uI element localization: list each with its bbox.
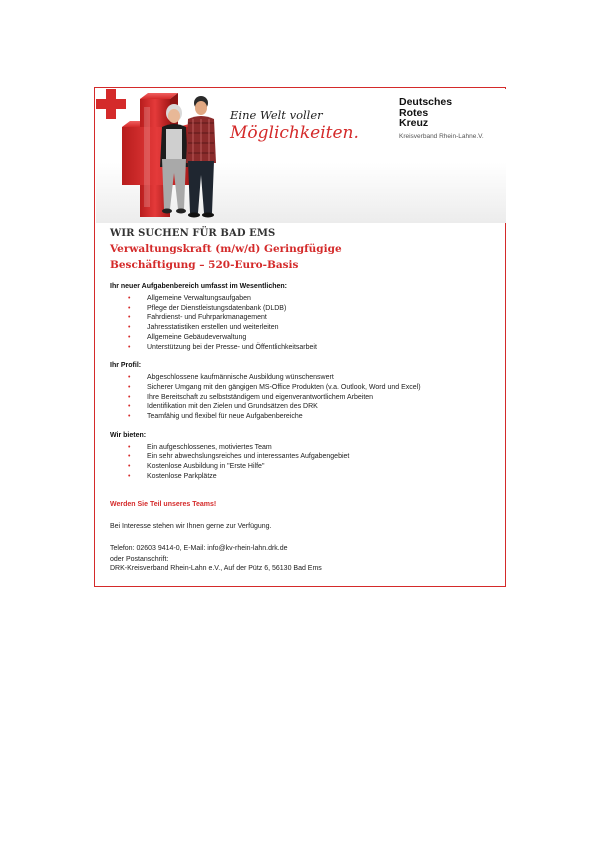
team-callout: Werden Sie Teil unseres Teams! [110,500,217,508]
bullet-icon: • [128,324,131,332]
bullet-icon: • [128,333,131,341]
section-title: Ihr Profil: [110,362,142,370]
list-item-text: Ein aufgeschlossenes, motiviertes Team [147,443,272,451]
list-item-text: Sicherer Umgang mit den gängigen MS-Office Produkten (v.a. Outlook, Word und Excel) [147,383,421,391]
contact-phone-email: Telefon: 02603 9414-0, E-Mail: info@kv-rhein-lahn.drk.de [110,544,288,552]
slogan-line-2: Möglichkeiten. [230,123,359,143]
logo-line-3: Kreuz [399,117,429,129]
red-cross-logo-icon [96,89,126,119]
bullet-icon: • [128,393,131,401]
list-item [128,313,500,323]
person-man [186,96,216,218]
bullet-icon: • [128,443,131,451]
bullet-icon: • [128,314,131,322]
list-item [128,472,500,482]
list-item [128,383,500,393]
list-item-text: Allgemeine Gebäudeverwaltung [147,333,247,341]
list-item [128,323,500,333]
logo-line-1: Deutsches [399,96,453,108]
list-item-text: Ihre Bereitschaft zu selbstständigem und eigenverantwortlichem Arbeiten [147,393,374,401]
list-item [128,412,500,422]
logo-subline: Kreisverband Rhein-Lahne.V. [399,133,484,140]
section-profile [110,362,500,422]
list-item-text: Abgeschlossene kaufmännische Ausbildung wünschenswert [147,374,334,382]
bullet-icon: • [128,453,131,461]
list-item [128,333,500,343]
section-offer [110,432,500,482]
section-tasks [110,283,500,352]
list-item-text: Pflege der Dienstleistungsdatenbank (DLDB) [147,304,287,312]
list-item-text: Kostenlose Parkplätze [147,472,217,480]
list-item-text: Ein sehr abwechslungsreiches und interessantes Aufgabengebiet [147,453,350,461]
task-list [110,294,500,352]
bullet-icon: • [128,413,131,421]
list-item [128,402,500,412]
ad-content [110,228,500,573]
bullet-icon: • [128,383,131,391]
list-item-text: Fahrdienst- und Fuhrparkmanagement [147,314,267,322]
bullet-icon: • [128,295,131,302]
drk-logo-text [399,97,452,129]
list-item [128,452,500,462]
bullet-icon: • [128,403,131,411]
list-item [128,393,500,403]
header-banner [96,89,506,223]
profile-list [110,373,500,422]
logo-line-2: Rotes [399,106,429,119]
bullet-icon: • [128,472,131,480]
list-item [128,304,500,314]
list-item [128,443,500,453]
job-ad-frame [94,87,506,587]
job-title: Verwaltungskraft (m/w/d) Geringfügige Beschäftigung – 520-Euro-Basis [110,243,342,271]
list-item-text: Jahresstatistiken erstellen und weiterleiten [147,324,279,332]
list-item [128,373,500,383]
list-item-text: Kostenlose Ausbildung in "Erste Hilfe" [147,463,265,471]
bullet-icon: • [128,343,131,351]
list-item [128,343,500,353]
interest-text: Bei Interesse stehen wir Ihnen gerne zur Verfügung. [110,522,272,530]
bullet-icon: • [128,374,131,382]
bullet-icon: • [128,463,131,471]
section-title: Wir bieten: [110,431,147,439]
list-item-text: Teamfähig und flexibel für neue Aufgabenbereiche [147,413,303,421]
slogan-line-1: Eine Welt voller [230,108,323,122]
list-item-text: Identifikation mit den Zielen und Grundsätzen des DRK [147,403,318,411]
list-item-text: Unterstützung bei der Presse- und Öffentlichkeitsarbeit [147,343,317,351]
headline: WIR SUCHEN FÜR BAD EMS [110,228,276,239]
postal-intro: oder Postanschrift: [110,555,169,563]
list-item [128,462,500,472]
bullet-icon: • [128,304,131,312]
section-title: Ihr neuer Aufgabenbereich umfasst im Wesentlichen: [110,283,287,290]
postal-address: DRK-Kreisverband Rhein-Lahn e.V., Auf der Pütz 6, 56130 Bad Ems [110,564,322,572]
list-item-text: Allgemeine Verwaltungsaufgaben [147,295,251,302]
offer-list [110,443,500,482]
list-item [128,294,500,304]
